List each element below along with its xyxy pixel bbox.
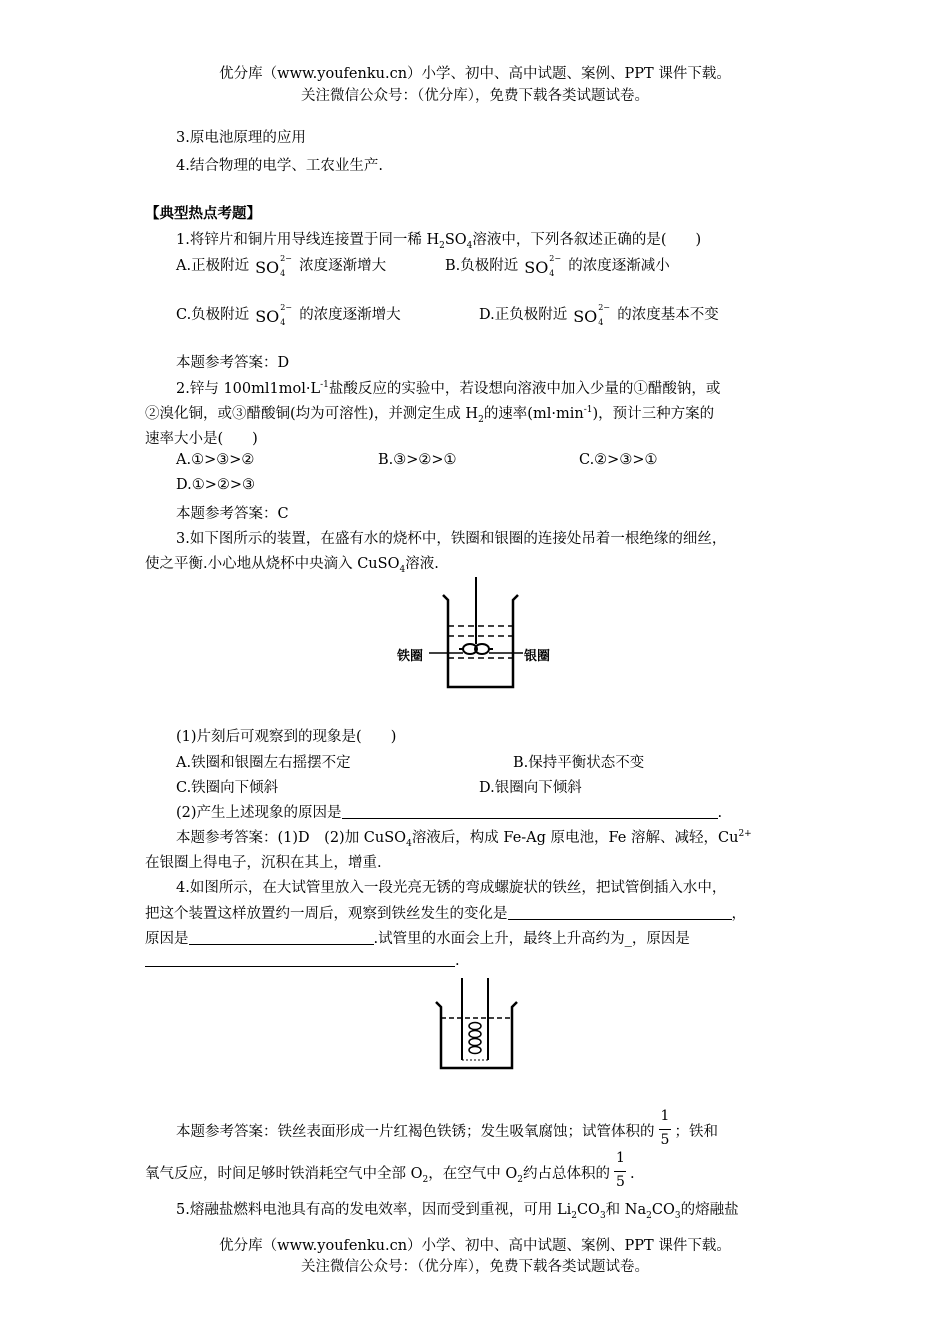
q2-answer: 本题参考答案：C [176,506,289,522]
sulfate-ion: SO 2− 4 [255,254,292,278]
q3-answer-line-1: 本题参考答案：(1)D (2)加 CuSO$_4$溶液后，构成 Fe-Ag 原电池，Fe 溶解、减轻，$Cu^{2+}$ [176,829,752,849]
beaker-rings-figure [385,562,575,692]
fig-label-iron: 铁圈 [397,649,424,664]
q4-line-2: 把这个装置这样放置约一周后，观察到铁丝发生的变化是 ， [145,906,746,922]
q2-option-d: D.①>②>③ [176,477,256,493]
q4-line-3: 原因是 .试管里的水面会上升，最终上升高约为_，原因是 [145,931,690,947]
q3-option-b: B.保持平衡状态不变 [513,755,645,771]
q3-part-1: (1)片刻后可观察到的现象是( ) [176,729,397,745]
q3-line-2: 使之平衡.小心地从烧杯中央滴入 CuSO$_4$溶液. [145,556,439,575]
sulfate-ion: SO 2− 4 [524,254,562,278]
q4-line-1: 4.如图所示，在大试管里放入一段光亮无锈的弯成螺旋状的铁丝，把试管倒插入水中， [176,880,727,896]
test-tube-figure [432,976,524,1072]
iron-coil [469,1023,481,1054]
fig-label-silver: 银圈 [524,649,551,664]
q4-answer-line-1: 本题参考答案：铁丝表面形成一片红褐色铁锈；发生吸氧腐蚀；试管体积的 $\frac{1}{5}$ ；铁和 [176,1108,718,1152]
q2-option-c: C.②>③>① [579,452,658,468]
q5-line-1: 5.熔融盐燃料电池具有高的发电效率，因而受到重视，可用 $Li_2CO_3$和 $Na_2CO_3$的熔融盐 [176,1202,739,1221]
fraction-one-fifth: $\frac{1}{5}$ [660,1108,670,1148]
header-line-2: 关注微信公众号：（优分库），免费下载各类试题试卷。 [301,88,649,104]
q1-option-a: A.正极附近 SO 2− 4 浓度逐渐增大 [176,254,387,278]
q2-line-3: 速率大小是( ) [145,431,258,447]
fraction-one-fifth: $\frac{1}{5}$ [615,1150,625,1190]
q3-option-c: C.铁圈向下倾斜 [176,780,279,796]
beaker-outline [443,595,518,687]
q1-option-b: B.负极附近 SO 2− 4 的浓度逐渐减小 [445,254,670,278]
q3-part-2: (2)产生上述现象的原因是 . [176,805,723,821]
answer-blank [342,804,718,819]
q4-line-4: . [145,952,460,969]
test-tube [462,978,488,1060]
sulfate-ion: SO 2− 4 [255,303,292,327]
answer-blank [189,930,374,945]
q1-option-d: D.正负极附近 SO 2− 4 的浓度基本不变 [479,303,719,327]
q3-option-a: A.铁圈和银圈左右摇摆不定 [176,755,351,771]
answer-blank [508,905,732,920]
q4-answer-line-2: 氧气反应，时间足够时铁消耗空气中全部 $O_2$，在空气中 $O_2$约占总体积的 $\frac{1}{5}$ . [145,1150,635,1194]
q2-option-b: B.③>②>① [378,452,457,468]
footer-line-2: 关注微信公众号：（优分库），免费下载各类试题试卷。 [301,1259,649,1275]
q2-option-a: A.①>③>② [176,452,255,468]
q1-option-c: C.负极附近 SO 2− 4 的浓度逐渐增大 [176,303,401,327]
section-title: 【典型热点考题】 [145,205,261,222]
beaker-outline [436,1002,517,1068]
intro-item-3: 3.原电池原理的应用 [176,130,306,146]
answer-blank [145,952,455,967]
q3-option-d: D.银圈向下倾斜 [479,780,582,796]
q1-stem: 1.将锌片和铜片用导线连接置于同一稀 $H_2SO_4$溶液中，下列各叙述正确的是( ) [176,232,702,251]
intro-item-4: 4.结合物理的电学、工农业生产. [176,158,383,174]
q3-line-1: 3.如下图所示的装置，在盛有水的烧杯中，铁圈和银圈的连接处吊着一根绝缘的细丝， [176,531,727,547]
sulfate-ion: SO 2− 4 [573,303,611,327]
header-line-1: 优分库（www.youfenku.cn）小学、初中、高中试题、案例、PPT 课件下载。 [219,66,731,82]
q3-answer-line-2: 在银圈上得电子，沉积在其上，增重. [145,855,382,871]
footer-line-1: 优分库（www.youfenku.cn）小学、初中、高中试题、案例、PPT 课件下载。 [219,1238,731,1254]
q2-line-1: 2.锌与 $100ml1mol\cdot L^{-1}$盐酸反应的实验中，若设想向溶液中加入少量的①醋酸钠，或 [176,380,721,397]
q2-line-2: ②溴化铜，或③醋酸铜(均为可溶性)，并测定生成 $H_2$的速率$(ml\cdot\min^{-1})$，预计三种方案的 [145,405,715,425]
q1-answer: 本题参考答案：D [176,355,290,371]
